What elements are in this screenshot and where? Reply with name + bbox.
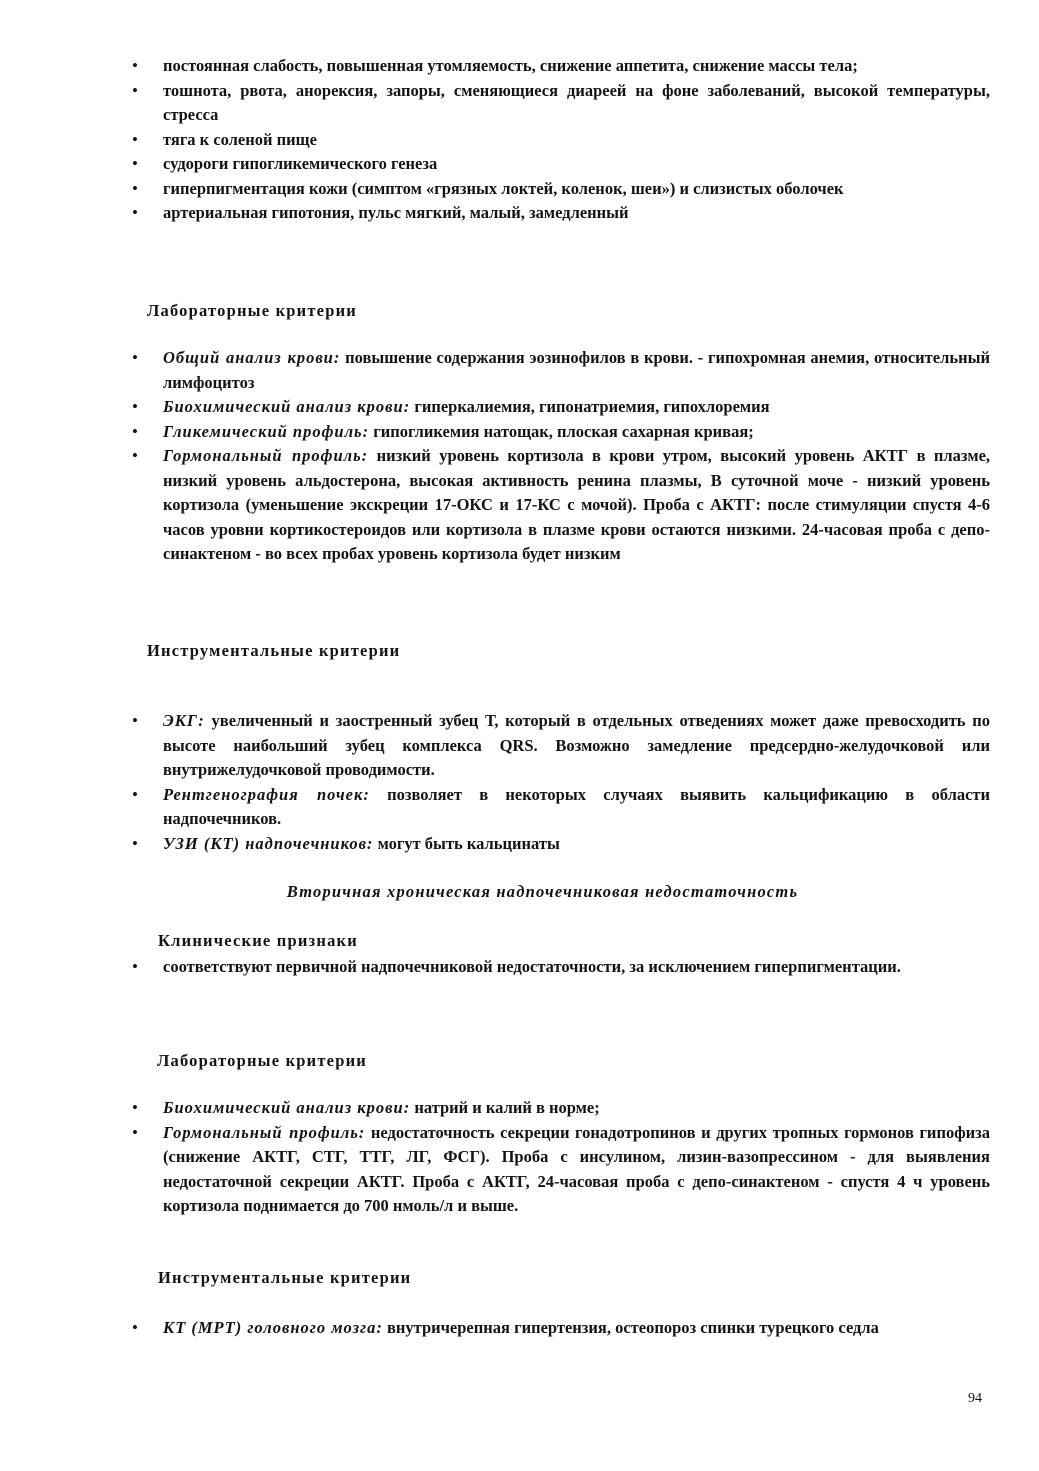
item-label: Гормональный профиль: <box>163 446 369 465</box>
list-item: • постоянная слабость, повышенная утомляемость, снижение аппетита, снижение массы тела; <box>132 54 990 79</box>
section-heading-lab-secondary: Лабораторные критерии <box>157 1051 367 1070</box>
item-label: КТ (МРТ) головного мозга: <box>163 1318 383 1337</box>
list-item: • КТ (МРТ) головного мозга: внутричерепная гипертензия, остеопороз спинки турецкого седла <box>132 1316 990 1341</box>
list-item: • ЭКГ: увеличенный и заостренный зубец Т, который в отдельных отведениях может даже превосходить по высоте наибольший зубец комплекса QRS. Возможно замедление предсердно-желудочковой или внутрижелудочковой проводимости. <box>132 709 990 783</box>
list-item: • тошнота, рвота, анорексия, запоры, сменяющиеся диареей на фоне заболеваний, высокой температуры, стресса <box>132 79 990 128</box>
list-item: • гиперпигментация кожи (симптом «грязных локтей, коленок, шеи») и слизистых оболочек <box>132 177 990 202</box>
subsection-title: Вторичная хроническая надпочечниковая недостаточность <box>286 882 799 901</box>
symptoms-list <box>132 54 990 226</box>
section-heading-instr: Инструментальные критерии <box>147 641 401 660</box>
list-item: • Общий анализ крови: повышение содержания эозинофилов в крови. - гипохромная анемия, относительный лимфоцитоз <box>132 346 990 395</box>
section-heading-clinical: Клинические признаки <box>158 931 358 950</box>
list-item: • Рентгенография почек: позволяет в некоторых случаях выявить кальцификацию в области надпочечников. <box>132 783 990 832</box>
list-item: • Биохимический анализ крови: натрий и калий в норме; <box>132 1096 990 1121</box>
item-label: Биохимический анализ крови: <box>163 1098 411 1117</box>
list-item: • соответствуют первичной надпочечниковой недостаточности, за исключением гиперпигментации. <box>132 955 990 980</box>
list-item: • артериальная гипотония, пульс мягкий, малый, замедленный <box>132 201 990 226</box>
instr-criteria-secondary-list <box>132 1316 990 1341</box>
lab-criteria-list <box>132 346 990 567</box>
lab-criteria-secondary-list <box>132 1096 990 1219</box>
item-label: Биохимический анализ крови: <box>163 397 411 416</box>
list-item: • Гормональный профиль: низкий уровень кортизола в крови утром, высокий уровень АКТГ в плазме, низкий уровень альдостерона, высокая активность ренина плазмы, В суточной моче - низкий уровень кортизола (уменьшение экскреции 17-ОКС и 17-КС с мочой). Проба с АКТГ: после стимуляции спустя 4-6 часов уровни кортикостероидов или кортизола в плазме крови остаются низкими. 24-часовая проба с депо-синактеном - во всех пробах уровень кортизола будет низким <box>132 444 990 567</box>
item-label: Гликемический профиль: <box>163 421 370 441</box>
item-label: Рентгенография почек: <box>163 784 370 804</box>
list-item: • судороги гипогликемического генеза <box>132 152 990 177</box>
list-item: • Биохимический анализ крови: гиперкалиемия, гипонатриемия, гипохлоремия <box>132 395 990 420</box>
list-item: • тяга к соленой пище <box>132 128 990 153</box>
instr-criteria-list <box>132 709 990 856</box>
item-label: Общий анализ крови: <box>163 348 341 367</box>
clinical-list <box>132 955 990 980</box>
page-number: 94 <box>968 1391 982 1406</box>
list-item: • УЗИ (КТ) надпочечников: могут быть кальцинаты <box>132 832 990 857</box>
item-label: УЗИ (КТ) надпочечников: <box>163 833 374 853</box>
section-heading-lab: Лабораторные критерии <box>147 301 357 320</box>
list-item: • Гормональный профиль: недостаточность секреции гонадотропинов и других тропных гормонов гипофиза (снижение АКТГ, СТГ, ТТГ, ЛГ, ФСГ). Проба с инсулином, лизин-вазопрессином - для выявления недостаточной секреции АКТГ. Проба с АКТГ, 24-часовая проба с депо-синактеном - спустя 4 ч уровень кортизола поднимается до 700 нмоль/л и выше. <box>132 1121 990 1219</box>
list-item: • Гликемический профиль: гипогликемия натощак, плоская сахарная кривая; <box>132 420 990 445</box>
section-heading-instr-secondary: Инструментальные критерии <box>158 1268 412 1287</box>
item-label: Гормональный профиль: <box>163 1122 366 1142</box>
item-label: ЭКГ: <box>163 711 205 730</box>
